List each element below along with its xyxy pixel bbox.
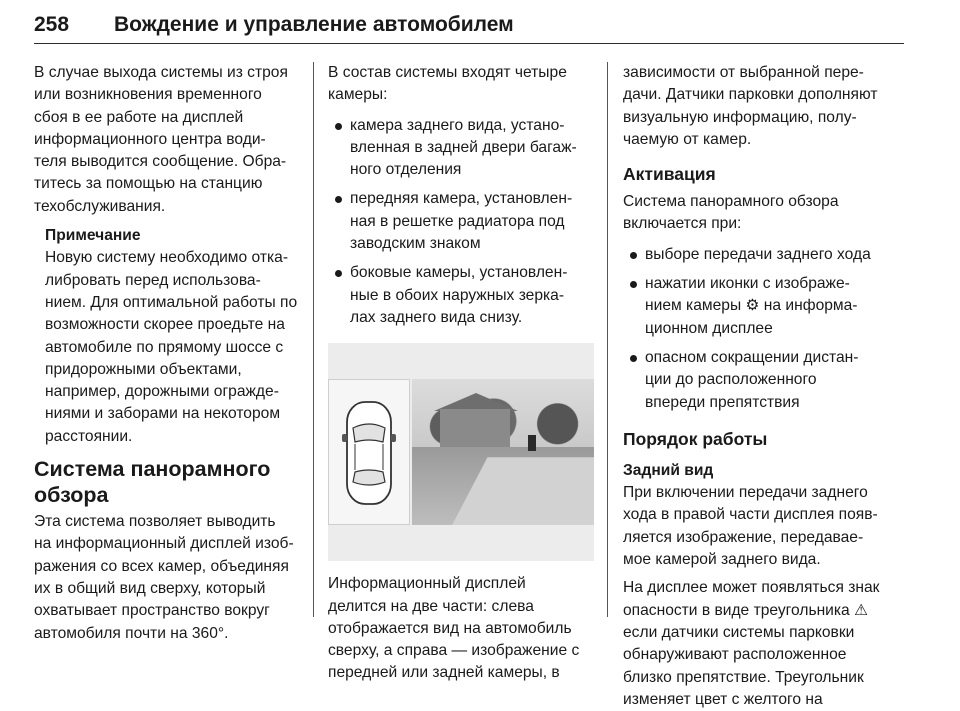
- column-2: [328, 62, 594, 685]
- note-title: Примечание: [45, 227, 141, 245]
- column-3: [623, 62, 893, 711]
- activation-list: [623, 244, 893, 414]
- continuation-paragraph: зависимости от выбранной пере- дачи. Датчики парковки дополняют визуальную информацию, полу- чаемую от камер.: [623, 64, 878, 148]
- display-description: Информационный дисплей делится на две части: слева отображается вид на автомобиль сверху, а справа — изображение с передней или задней камеры, в: [328, 575, 580, 682]
- note-block: Примечание Новую систему необходимо отка- либровать перед использова- нием. Для оптимальной работы по возможности скорее проедьте на автомобиле по прямому шоссе с придорожными объектами, например, дорожными огражде- ниями и заборами на некотором расстоянии.: [45, 227, 298, 445]
- rear-view-heading: Задний вид: [623, 461, 714, 479]
- page-title: Вождение и управление автомобилем: [114, 13, 514, 36]
- list-item: нажатии иконки с изображе- нием камеры ⚙ на информа- ционном дисплее: [623, 273, 893, 340]
- camera-view-panel: [412, 379, 594, 525]
- list-item: боковые камеры, установлен- ные в обоих наружных зерка- лах заднего вида снизу.: [328, 262, 594, 329]
- top-view-panel: [328, 379, 410, 525]
- column-divider: [313, 62, 314, 617]
- activation-heading: Активация: [623, 164, 716, 185]
- section-paragraph: Эта система позволяет выводить на информационный дисплей изоб- ражения со всех камер, объединяя их в общий вид сверху, который охватывает пространство вокруг автомобиля почти на 360°.: [34, 513, 294, 642]
- camera-list: [328, 115, 594, 330]
- column-divider: [607, 62, 608, 617]
- display-illustration: [328, 343, 594, 561]
- car-top-view-icon: [341, 398, 397, 508]
- rear-view-paragraph: При включении передачи заднего хода в правой части дисплея появ- ляется изображение, передавае- мое камерой заднего вида.: [623, 484, 878, 569]
- list-item: передняя камера, установлен- ная в решетке радиатора под заводским знаком: [328, 188, 594, 255]
- column-1: [34, 62, 298, 645]
- intro-paragraph: В случае выхода системы из строя или возникновения временного сбоя в ее работе на дисплей информационного центра води- теля выводится сообщение. Обра- титесь за помощью на станцию техобслуживания.: [34, 64, 288, 215]
- page-number: 258: [34, 13, 70, 36]
- list-item: камера заднего вида, устано- вленная в задней двери багаж- ного отделения: [328, 115, 594, 182]
- warning-paragraph: На дисплее может появляться знак опасности в виде треугольника ⚠ если датчики системы парковки обнаруживают расположенное близко препятствие. Треугольник изменяет цвет с желтого на: [623, 579, 880, 708]
- cameras-intro: В состав системы входят четыре камеры:: [328, 64, 567, 104]
- list-item: выборе передачи заднего хода: [623, 244, 893, 266]
- activation-paragraph: Система панорамного обзора включается при:: [623, 193, 839, 233]
- section-heading: Система панорамного обзора: [34, 457, 271, 508]
- procedure-heading: Порядок работы: [623, 428, 768, 449]
- trash-bin: [528, 435, 536, 451]
- list-item: опасном сокращении дистан- ции до расположенного впереди препятствия: [623, 347, 893, 414]
- page-header: [34, 10, 904, 44]
